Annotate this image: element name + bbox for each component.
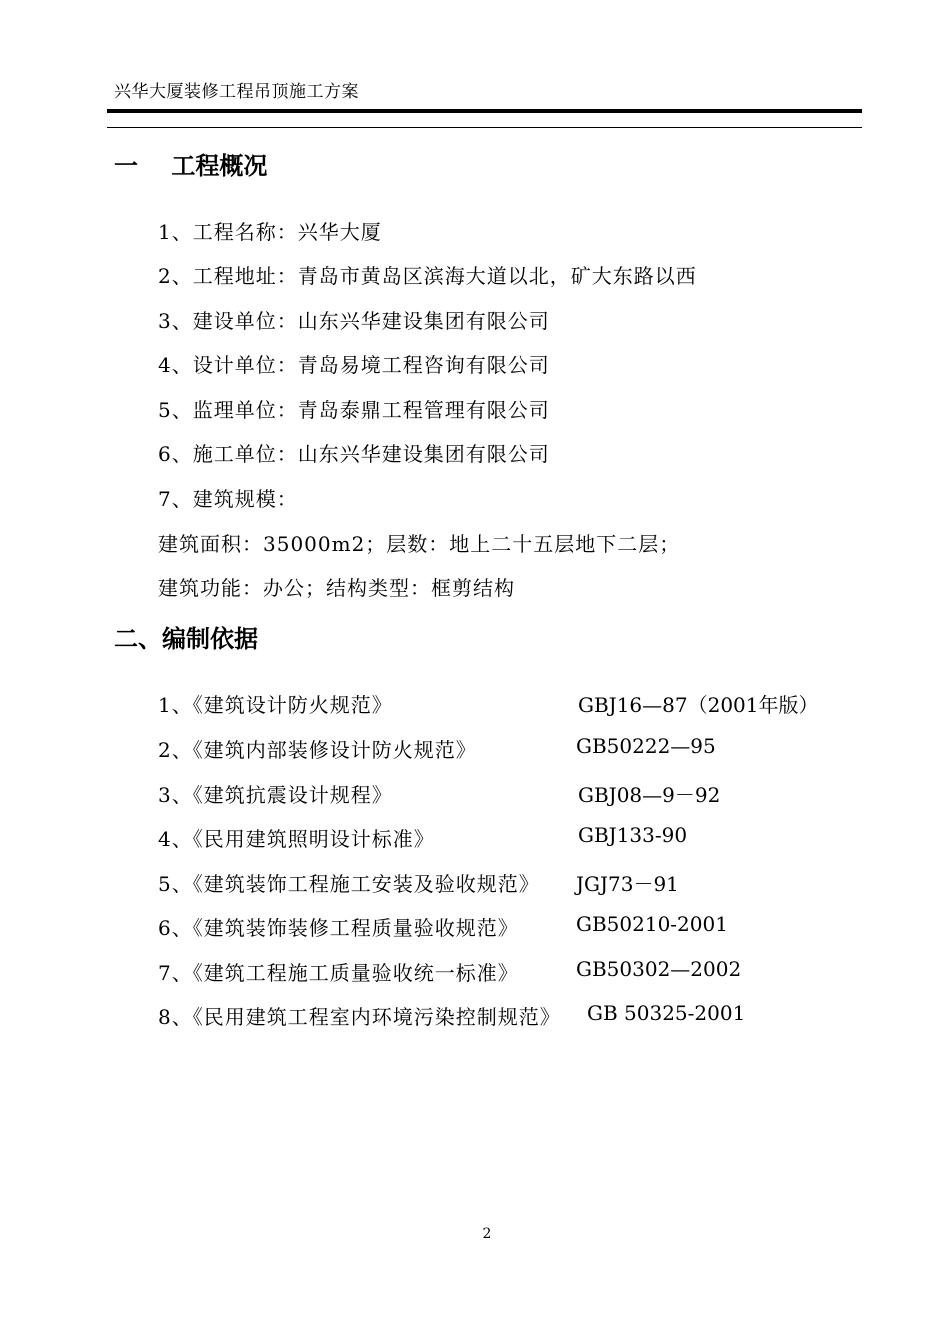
reference-code: GB 50325-2001 — [587, 1001, 746, 1025]
reference-title: 3、《建筑抗震设计规程》 — [158, 783, 393, 807]
reference-title: 7、《建筑工程施工质量验收统一标准》 — [158, 961, 519, 985]
overview-item: 建筑功能：办公；结构类型：框剪结构 — [158, 576, 515, 600]
reference-code: GBJ133-90 — [578, 823, 688, 847]
reference-code: GBJ08—9－92 — [578, 783, 721, 807]
overview-item: 3、建设单位：山东兴华建设集团有限公司 — [158, 309, 550, 333]
header-rule-thin — [107, 127, 862, 128]
reference-code: GB50222—95 — [576, 734, 716, 758]
reference-title: 5、《建筑装饰工程施工安装及验收规范》 — [158, 872, 540, 896]
reference-code: JGJ73－91 — [576, 872, 679, 896]
running-header: 兴华大厦装修工程吊顶施工方案 — [114, 82, 359, 102]
reference-title: 1、《建筑设计防火规范》 — [158, 693, 393, 717]
reference-code: GB50302—2002 — [576, 957, 742, 981]
header-rule-thick — [107, 109, 862, 113]
overview-item: 1、工程名称：兴华大厦 — [158, 220, 382, 244]
overview-item: 6、施工单位：山东兴华建设集团有限公司 — [158, 442, 550, 466]
reference-title: 8、《民用建筑工程室内环境污染控制规范》 — [158, 1005, 561, 1029]
reference-code: GBJ16—87（2001年版） — [578, 693, 819, 717]
page-number: 2 — [482, 1226, 492, 1242]
overview-item: 5、监理单位：青岛泰鼎工程管理有限公司 — [158, 398, 550, 422]
reference-code: GB50210-2001 — [576, 912, 728, 936]
reference-title: 4、《民用建筑照明设计标准》 — [158, 827, 435, 851]
section-title-overview: 一 工程概况 — [114, 152, 268, 180]
overview-item: 4、设计单位：青岛易境工程咨询有限公司 — [158, 353, 550, 377]
section-title-basis: 二、编制依据 — [114, 625, 258, 653]
reference-title: 2、《建筑内部装修设计防火规范》 — [158, 738, 477, 762]
overview-item: 2、工程地址：青岛市黄岛区滨海大道以北，矿大东路以西 — [158, 264, 697, 288]
overview-item: 7、建筑规模： — [158, 487, 298, 511]
overview-item: 建筑面积：35000m2；层数：地上二十五层地下二层； — [158, 532, 681, 556]
reference-title: 6、《建筑装饰装修工程质量验收规范》 — [158, 916, 519, 940]
